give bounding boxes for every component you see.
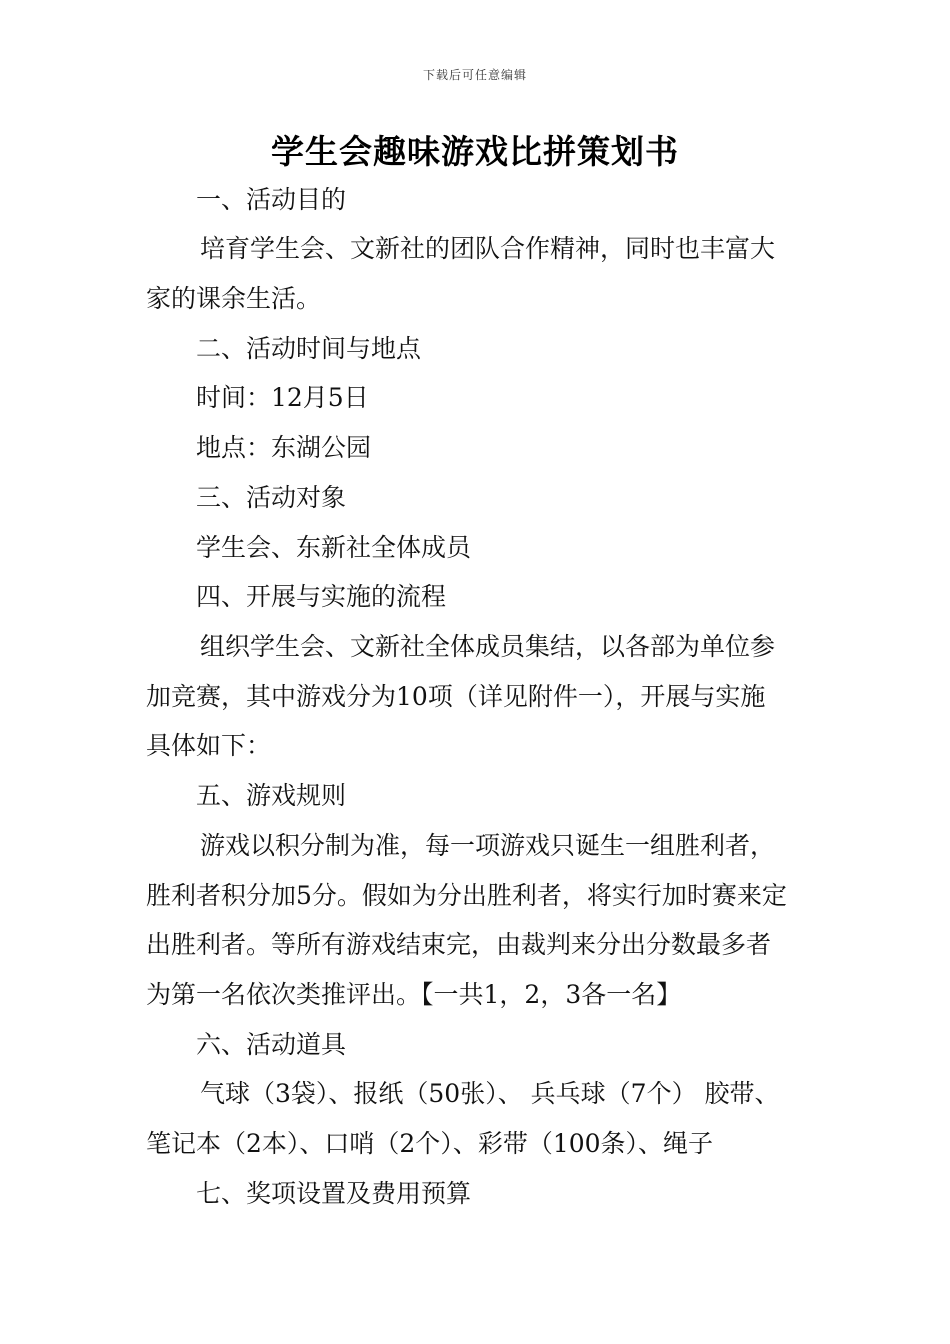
paragraph-line: 培育学生会、文新社的团队合作精神，同时也丰富大 <box>200 234 776 263</box>
section-heading-awards: 七、奖项设置及费用预算 <box>196 1179 472 1208</box>
section-heading-rules: 五、游戏规则 <box>196 781 347 810</box>
audience-line: 学生会、东新社全体成员 <box>196 533 472 562</box>
section-heading-time-place: 二、活动时间与地点 <box>196 334 422 363</box>
paragraph-line: 家的课余生活。 <box>146 284 322 313</box>
section-heading-props: 六、活动道具 <box>196 1030 347 1059</box>
paragraph-line: 为第一名依次类推评出。【一共1，2，3各一名】 <box>146 980 682 1009</box>
paragraph-line: 出胜利者。等所有游戏结束完，由裁判来分出分数最多者 <box>146 930 772 959</box>
paragraph-line: 胜利者积分加5分。假如为分出胜利者，将实行加时赛来定 <box>146 881 787 910</box>
section-heading-audience: 三、活动对象 <box>196 483 347 512</box>
paragraph-line: 气球（3袋）、报纸（50张）、 兵乓球（7个） 胶带、 <box>200 1079 780 1108</box>
paragraph-line: 游戏以积分制为准，每一项游戏只诞生一组胜利者， <box>200 831 776 860</box>
paragraph-line: 加竞赛，其中游戏分为10项（详见附件一），开展与实施 <box>146 682 766 711</box>
place-line: 地点：东湖公园 <box>196 433 372 462</box>
header-note: 下载后可任意编辑 <box>422 68 527 82</box>
time-line: 时间：12月5日 <box>196 383 369 412</box>
section-heading-process: 四、开展与实施的流程 <box>196 582 447 611</box>
section-heading-purpose: 一、活动目的 <box>196 185 347 214</box>
document-title: 学生会趣味游戏比拼策划书 <box>271 132 679 171</box>
paragraph-line: 具体如下： <box>146 731 272 760</box>
paragraph-line: 组织学生会、文新社全体成员集结，以各部为单位参 <box>200 632 776 661</box>
paragraph-line: 笔记本（2本）、口哨（2个）、彩带（100条）、绳子 <box>146 1129 714 1158</box>
